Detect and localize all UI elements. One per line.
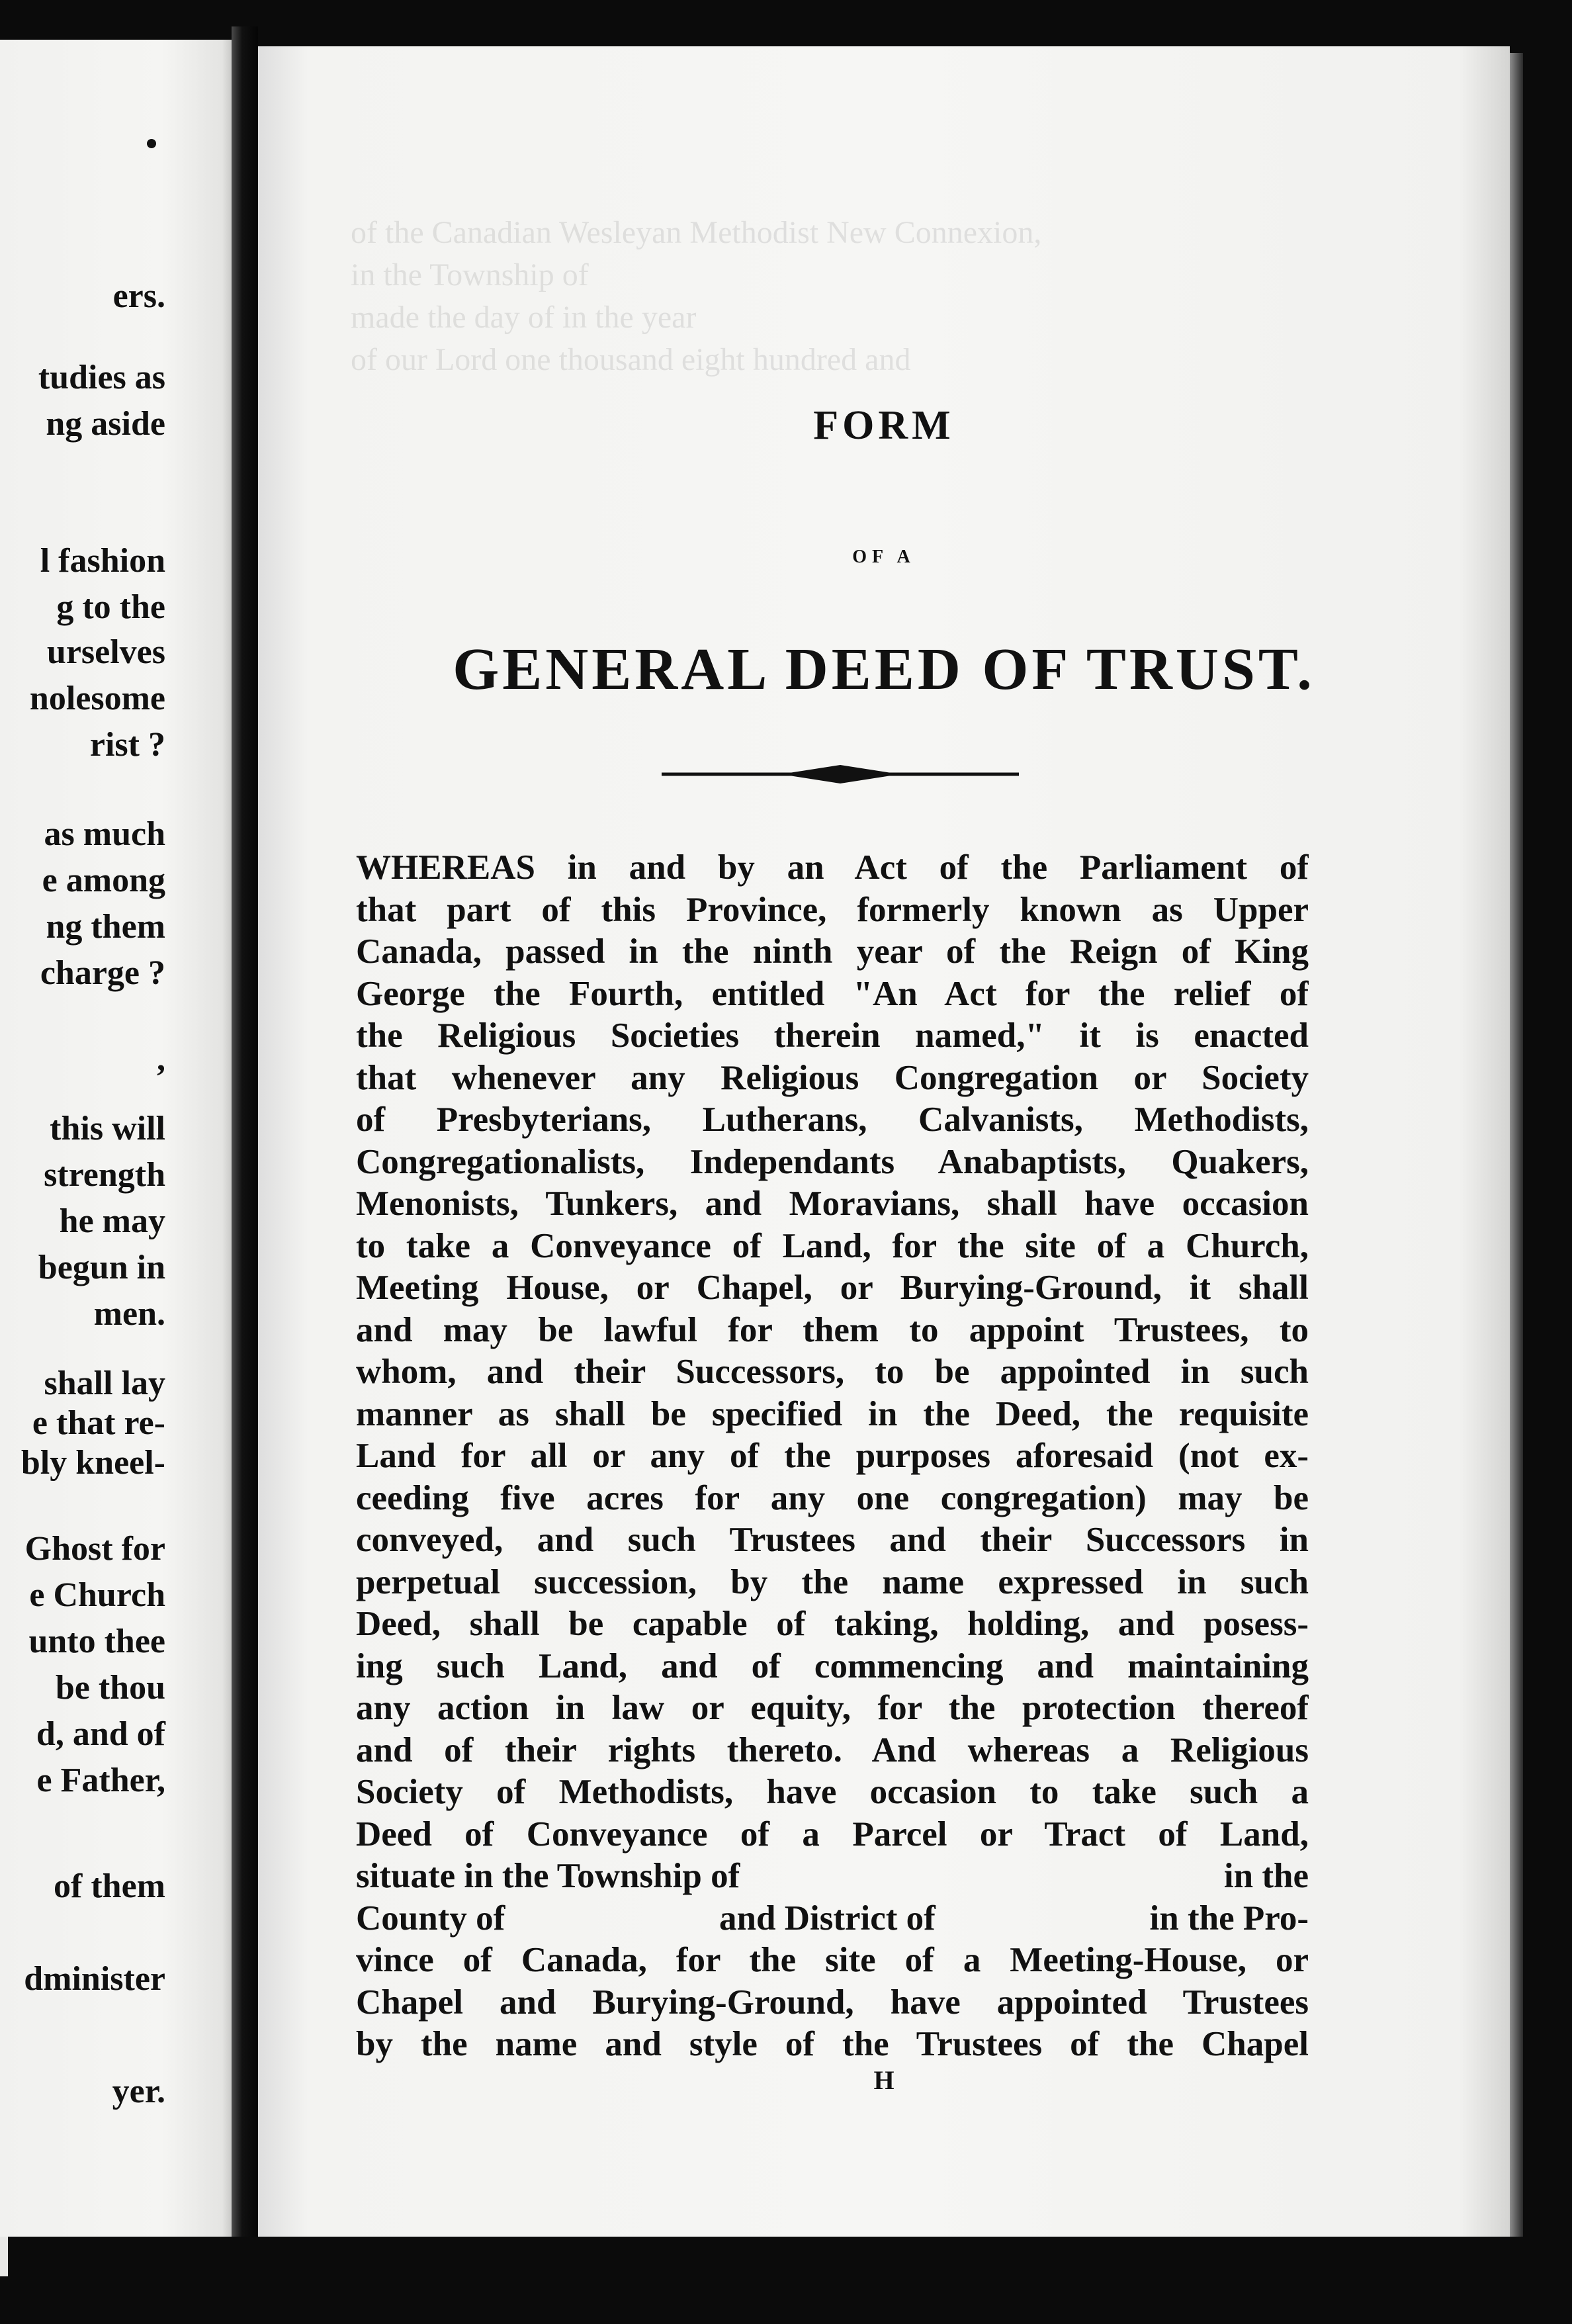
- left-page-line: e that re-: [32, 1404, 165, 1442]
- left-page-line: rist ?: [89, 726, 165, 764]
- left-page-line: urselves: [46, 633, 165, 671]
- heading-form: FORM: [813, 403, 955, 448]
- document-title: GENERAL DEED OF TRUST.: [453, 637, 1315, 702]
- left-page-line: Ghost for: [24, 1530, 165, 1568]
- body-line: that whenever any Religious Congregation or Society: [356, 1058, 1309, 1097]
- page-edge-shadow: [1510, 53, 1523, 2237]
- body-line-segment: situate in the Township of: [356, 1857, 740, 1895]
- body-line: perpetual succession, by the name expressed in such: [356, 1562, 1309, 1601]
- left-page-line: ,: [157, 1040, 165, 1078]
- body-line-segment: and District of: [719, 1899, 936, 1938]
- body-line: to take a Conveyance of Land, for the site of a Church,: [356, 1226, 1309, 1265]
- body-line-segment: County of: [356, 1899, 505, 1938]
- body-line: Chapel and Burying-Ground, have appointed Trustees: [356, 1983, 1309, 2022]
- body-line: and of their rights thereto. And whereas a Religious: [356, 1730, 1309, 1769]
- body-line-segment: in the Pro-: [1149, 1899, 1309, 1938]
- left-page-line: ers.: [112, 277, 165, 315]
- heading-of-a: OF A: [852, 547, 916, 567]
- body-line: of Presbyterians, Lutherans, Calvanists, Methodists,: [356, 1100, 1309, 1139]
- body-line-with-blanks: [356, 1898, 1309, 1940]
- body-line: Menonists, Tunkers, and Moravians, shall have occasion: [356, 1184, 1309, 1223]
- body-line: Congregationalists, Independants Anabaptists, Quakers,: [356, 1142, 1309, 1181]
- body-line: manner as shall be specified in the Deed, the requisite: [356, 1394, 1309, 1433]
- left-page-line: strength: [44, 1156, 165, 1194]
- left-page-line: e Father,: [36, 1762, 165, 1799]
- left-page-line: dminister: [24, 1960, 165, 1998]
- body-line: Society of Methodists, have occasion to take such a: [356, 1773, 1309, 1811]
- left-page-line: unto thee: [28, 1623, 165, 1660]
- left-page-line: he may: [59, 1202, 165, 1240]
- body-line: the Religious Societies therein named," it is enacted: [356, 1016, 1309, 1055]
- left-page-line: d, and of: [36, 1715, 165, 1753]
- left-page-line: begun in: [38, 1249, 165, 1286]
- left-page-line: of them: [54, 1867, 165, 1905]
- body-line-segment: in the: [1223, 1857, 1309, 1895]
- left-page-line: ng aside: [46, 405, 165, 443]
- body-line: any action in law or equity, for the protection thereof: [356, 1689, 1309, 1727]
- left-page-line: ng them: [46, 908, 165, 946]
- left-page-line: this will: [50, 1110, 165, 1147]
- body-line: ing such Land, and of commencing and maintaining: [356, 1646, 1309, 1685]
- left-page-line: be thou: [55, 1669, 165, 1707]
- body-line: vince of Canada, for the site of a Meeting-House, or: [356, 1941, 1309, 1979]
- body-line: George the Fourth, entitled "An Act for the relief of: [356, 974, 1309, 1013]
- book-gutter: [232, 26, 258, 2237]
- deed-preamble: [356, 847, 1309, 2066]
- left-page: [0, 40, 232, 2237]
- left-page-line: e among: [42, 862, 165, 899]
- show-through-text: of the Canadian Wesleyan Methodist New Connexion, in the Township of made the day of in the year of our Lord one thousand eight hundred and: [351, 215, 1042, 377]
- body-line: Meeting House, or Chapel, or Burying-Ground, it shall: [356, 1269, 1309, 1307]
- right-page: [258, 46, 1510, 2237]
- body-line: and may be lawful for them to appoint Trustees, to: [356, 1310, 1309, 1349]
- left-page-line: tudies as: [38, 359, 165, 396]
- body-line: Canada, passed in the ninth year of the Reign of King: [356, 932, 1309, 971]
- body-line: Deed of Conveyance of a Parcel or Tract of Land,: [356, 1814, 1309, 1854]
- left-page-line: as much: [44, 815, 165, 853]
- left-page-line: l fashion: [40, 542, 165, 580]
- body-line: ceeding five acres for any one congregation) may be: [356, 1478, 1309, 1517]
- left-page-line: bly kneel-: [21, 1444, 165, 1482]
- left-page-line: g to the: [56, 588, 165, 626]
- body-line: conveyed, and such Trustees and their Successors in: [356, 1521, 1309, 1559]
- body-line: whom, and their Successors, to be appointed in such: [356, 1353, 1309, 1391]
- ink-dot: [147, 139, 156, 148]
- body-line-with-blanks: [356, 1855, 1309, 1898]
- left-page-line: yer.: [112, 2073, 165, 2110]
- left-page-line: charge ?: [40, 954, 165, 992]
- body-line: WHEREAS in and by an Act of the Parliament of: [356, 848, 1309, 887]
- body-line: Land for all or any of the purposes aforesaid (not ex-: [356, 1437, 1309, 1475]
- ornamental-rule: [662, 761, 1019, 787]
- left-page-line: nolesome: [29, 680, 165, 717]
- body-line: Deed, shall be capable of taking, holding, and posess-: [356, 1605, 1309, 1643]
- left-page-line: shall lay: [44, 1364, 165, 1402]
- left-page-line: men.: [93, 1295, 165, 1333]
- body-line: by the name and style of the Trustees of the Chapel: [356, 2025, 1309, 2063]
- left-page-line: e Church: [29, 1576, 165, 1614]
- signature-mark: H: [873, 2065, 895, 2095]
- body-line: that part of this Province, formerly known as Upper: [356, 890, 1309, 929]
